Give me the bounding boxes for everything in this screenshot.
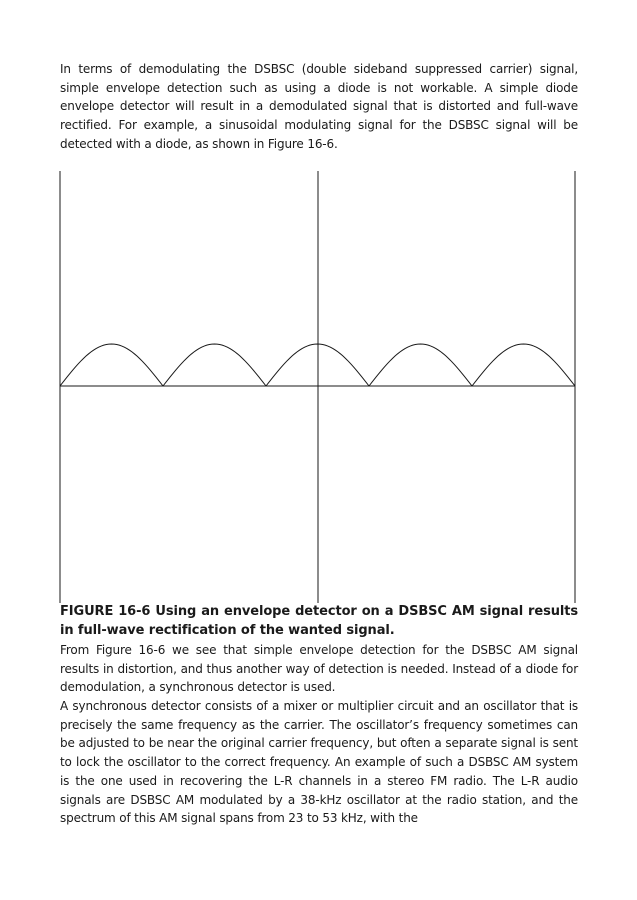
waveform-arch	[369, 344, 472, 386]
synchronous-detector-paragraph: A synchronous detector consists of a mixer or multiplier circuit and an oscillator that is precisely the same frequency as the carrier. The oscillator’s frequency sometimes can be adjusted to be near the original carrier frequency, but often a separate signal is sent to lock the oscillator to the correct frequency. An example of such a DSBSC AM system is the one used in recovering the L-R channels in a stereo FM radio. The L-R audio signals are DSBSC AM modulated by a 38-kHz oscillator at the radio station, and the spectrum of this AM signal spans from 23 to 53 kHz, with the	[60, 699, 578, 826]
after-figure-paragraph: From Figure 16-6 we see that simple envelope detection for the DSBSC AM signal results in distortion, and thus another way of detection is needed. Instead of a diode for demodulation, a synchronous detector is used.	[60, 643, 578, 695]
waveform-arch	[163, 344, 266, 386]
figure-caption: FIGURE 16-6 Using an envelope detector on a DSBSC AM signal results in full-wave rectification of the wanted signal.	[60, 604, 578, 638]
rectified-waveform-plot	[58, 171, 578, 603]
intro-paragraph: In terms of demodulating the DSBSC (double sideband suppressed carrier) signal, simple envelope detection such as using a diode is not workable. A simple diode envelope detector will result in a demodulated signal that is distorted and full-wave rectified. For example, a sinusoidal modulating signal for the DSBSC signal will be detected with a diode, as shown in Figure 16-6.	[60, 62, 578, 151]
waveform-arch	[60, 344, 163, 386]
figure-16-6	[58, 171, 578, 603]
waveform-arch	[472, 344, 575, 386]
